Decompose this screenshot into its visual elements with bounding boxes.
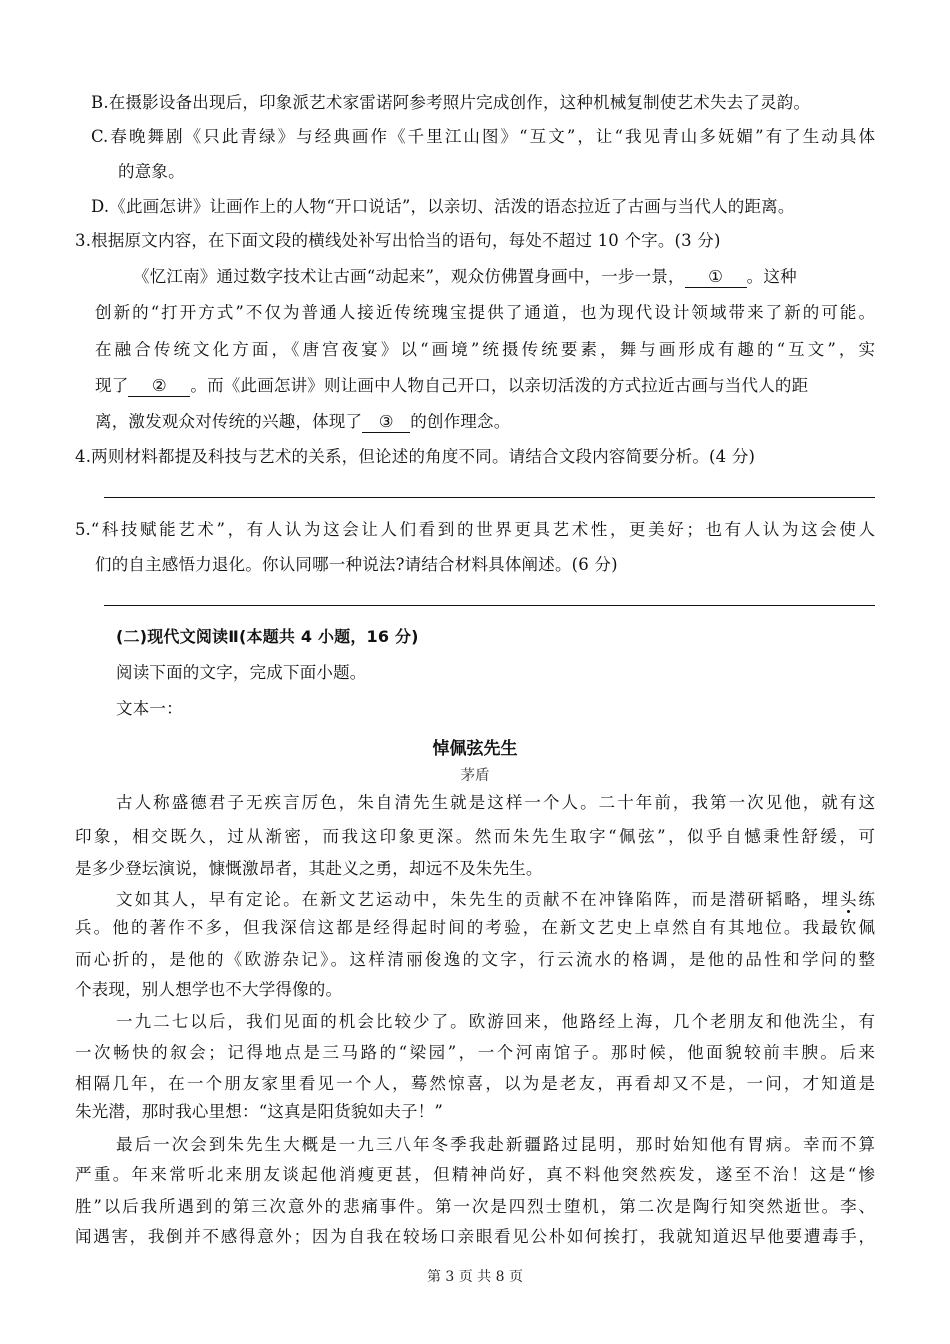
question-3-line2: 创新的“打开方式”不仅为普通人接近传统瑰宝提供了通道，也为现代设计领域带来了新的可能。 [95,303,875,322]
option-b: B.在摄影设备出现后，印象派艺术家雷诺阿参考照片完成创作，这种机械复制使艺术失去了灵韵。 [91,93,811,112]
p3-line4: 朱光潜，那时我心里想：“这真是阳货貌如夫子！” [75,1102,443,1121]
emphasis-text: 埋头练 [821,890,875,909]
text-label: 文本一： [116,699,183,718]
p1-line1: 古人称盛德君子无疾言厉色，朱自清先生就是这样一个人。二十年前，我第一次见他，就有这 [116,793,875,812]
q3-line5-text-a: 离，激发观众对传统的兴趣，体现了 [95,412,363,431]
p2-line2: 兵。他的著作不多，但我深信这都是经得起时间的考验，在新文艺史上卓然自有其地位。我最钦佩 [75,918,875,937]
section-instruction: 阅读下面的文字，完成下面小题。 [116,663,367,682]
answer-line-q4[interactable] [104,497,875,498]
q3-line1-text-b: 。这种 [746,267,797,286]
blank-3[interactable]: ③ [362,412,410,433]
option-c-line1: C.春晚舞剧《只此青绿》与经典画作《千里江山图》“互文”，让“我见青山多妩媚”有了生动具体 [91,127,875,146]
blank-1[interactable]: ① [685,267,747,288]
q3-line4-text-a: 现了 [95,376,129,395]
p1-line3: 是多少登坛演说，慷慨激昂者，其赴义之勇，却远不及朱先生。 [75,859,543,878]
blank-2[interactable]: ② [128,376,190,397]
question-3-line3: 在融合传统文化方面，《唐宫夜宴》以“画境”统摄传统要素，舞与画形成有趣的“互文”，实 [95,340,875,359]
question-5-line2: 们的自主感悟力退化。你认同哪一种说法?请结合材料具体阐述。(6 分) [95,555,618,574]
p4-line1: 最后一次会到朱先生大概是一九三八年冬季我赴新疆路过昆明，那时始知他有胃病。幸而不算 [116,1135,875,1154]
article-author: 茅盾 [460,768,490,784]
p3-line1: 一九二七以后，我们见面的机会比较少了。欧游回来，他路经上海，几个老朋友和他洗尘，有 [116,1012,875,1031]
p2-line1 [116,888,875,912]
article-title: 悼佩弦先生 [432,739,518,759]
question-5-line1: 5.“科技赋能艺术”，有人认为这会让人们看到的世界更具艺术性，更美好；也有人认为这会使人 [75,520,875,539]
answer-line-q5[interactable] [104,605,875,606]
option-d: D.《此画怎讲》让画作上的人物“开口说话”，以亲切、活泼的语态拉近了古画与当代人的距离。 [91,197,795,216]
q3-line5-text-b: 的创作理念。 [410,412,511,431]
emphasis-mark [821,890,875,909]
p3-line2: 一次畅快的叙会；记得地点是三马路的“梁园”，一个河南馆子。那时候，他面貌较前丰腴。后来 [75,1043,875,1062]
p2-line4: 个表现，别人想学也不大学得像的。 [75,980,343,999]
q3-line4-text-b: 。而《此画怎讲》则让画中人物自己开口，以亲切活泼的方式拉近古画与当代人的距 [190,376,809,395]
question-4-stem: 4.两则材料都提及科技与艺术的关系，但论述的角度不同。请结合文段内容简要分析。(4 分) [75,447,756,466]
p3-line3: 相隔几年，在一个朋友家里看见一个人，蓦然惊喜，以为是老友，再看却又不是，一问，才知道是 [75,1074,875,1093]
p4-line2: 严重。年来常听北来朋友谈起他消瘦更甚，但精神尚好，真不料他突然疾发，遂至不治！这是“惨 [75,1165,875,1184]
page-footer: 第 3 页 共 8 页 [426,1269,524,1285]
p1-line2: 印象，相交既久，过从渐密，而我这印象更深。然而朱先生取字“佩弦”，似乎自憾秉性舒缓，可 [75,827,875,846]
p4-line3: 胜”以后我所遇到的第三次意外的悲痛事件。第一次是四烈士堕机，第二次是陶行知突然逝世。李、 [75,1197,875,1216]
question-3-line5 [95,410,510,434]
section-heading: (二)现代文阅读Ⅱ(本题共 4 小题，16 分) [116,627,419,646]
q3-line1-text-a: 《忆江南》通过数字技术让古画“动起来”，观众仿佛置身画中，一步一景， [133,267,685,286]
question-3-line4 [95,374,808,398]
question-3-stem: 3.根据原文内容，在下面文段的横线处补写出恰当的语句，每处不超过 10 个字。(3 分) [75,231,721,250]
option-c-line2: 的意象。 [118,162,185,181]
p2-line3: 而心折的，是他的《欧游杂记》。这样清丽俊逸的文字，行云流水的格调，是他的品性和学问的整 [75,950,875,969]
p4-line4: 闻遇害，我倒并不感得意外；因为自我在较场口亲眼看见公朴如何挨打，我就知道迟早他要遭毒手， [75,1227,875,1246]
question-3-line1 [133,265,797,289]
p2-line1-text-a: 文如其人，早有定论。在新文艺运动中，朱先生的贡献不在冲锋陷阵，而是潜研韬略， [116,890,822,909]
